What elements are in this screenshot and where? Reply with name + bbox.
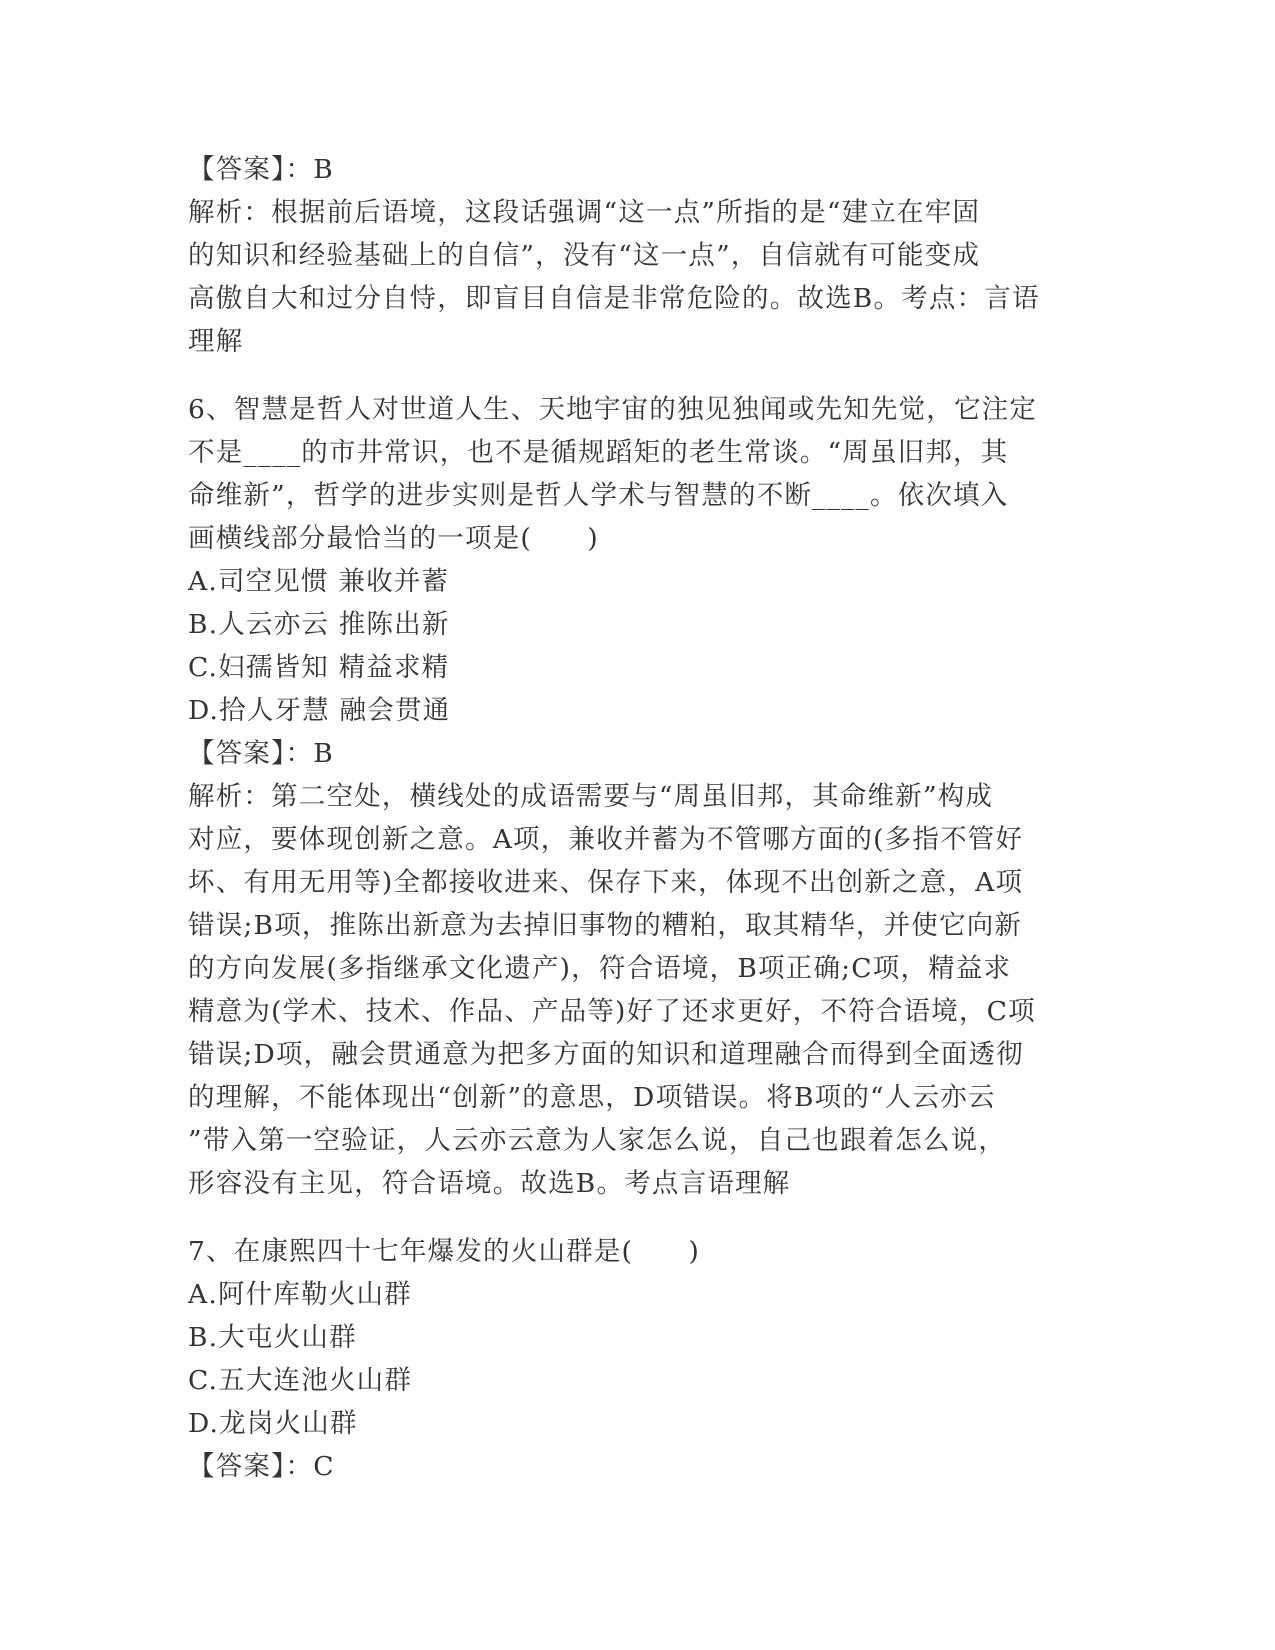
- answer-line: 【答案】：C: [188, 1451, 335, 1482]
- option-d: D.拾人牙慧 融会贯通: [188, 695, 451, 726]
- analysis-line: 坏、有用无用等)全都接收进来、保存下来，体现不出创新之意，A项: [188, 867, 1024, 898]
- option-b: B.大屯火山群: [188, 1322, 357, 1353]
- analysis-line: 高傲自大和过分自恃，即盲目自信是非常危险的。故选B。考点：言语: [188, 283, 1040, 314]
- question-6-line: 命维新”，哲学的进步实则是哲人学术与智慧的不断____。依次填入: [188, 480, 1009, 511]
- analysis-line: 解析：第二空处，横线处的成语需要与“周虽旧邦，其命维新”构成: [188, 781, 994, 812]
- question-6-line: 6、智慧是哲人对世道人生、天地宇宙的独见独闻或先知先觉，它注定: [188, 394, 1038, 425]
- option-b: B.人云亦云 推陈出新: [188, 609, 450, 640]
- option-c: C.妇孺皆知 精益求精: [188, 652, 450, 683]
- answer-line: 【答案】：B: [188, 154, 334, 185]
- document-page: [188, 148, 1088, 1488]
- question-7-line: 7、在康熙四十七年爆发的火山群是( ): [188, 1236, 701, 1267]
- analysis-line: 对应，要体现创新之意。A项，兼收并蓄为不管哪方面的(多指不管好: [188, 824, 1024, 855]
- option-a: A.司空见惯 兼收并蓄: [188, 566, 450, 597]
- question-6-line: 不是____的市井常识，也不是循规蹈矩的老生常谈。“周虽旧邦，其: [188, 437, 1009, 468]
- analysis-line: 的知识和经验基础上的自信”，没有“这一点”，自信就有可能变成: [188, 240, 981, 271]
- question-6-line: 画横线部分最恰当的一项是( ): [188, 523, 599, 554]
- option-d: D.龙岗火山群: [188, 1408, 358, 1439]
- analysis-line: 理解: [188, 326, 244, 357]
- analysis-line: 错误;D项，融会贯通意为把多方面的知识和道理融合而得到全面透彻: [188, 1039, 1024, 1070]
- answer-line: 【答案】：B: [188, 738, 334, 769]
- analysis-line: 形容没有主见，符合语境。故选B。考点言语理解: [188, 1168, 791, 1199]
- analysis-line: 错误;B项，推陈出新意为去掉旧事物的糟粕，取其精华，并使它向新: [188, 910, 1023, 941]
- option-a: A.阿什库勒火山群: [188, 1279, 412, 1310]
- analysis-line: 精意为(学术、技术、作品、产品等)好了还求更好，不符合语境，C项: [188, 996, 1036, 1027]
- analysis-line: 的理解，不能体现出“创新”的意思，D项错误。将B项的“人云亦云: [188, 1082, 996, 1113]
- option-c: C.五大连池火山群: [188, 1365, 413, 1396]
- analysis-line: 解析：根据前后语境，这段话强调“这一点”所指的是“建立在牢固: [188, 197, 981, 228]
- spacer: [188, 1205, 1088, 1230]
- analysis-line: ”带入第一空验证，人云亦云意为人家怎么说，自己也跟着怎么说，: [188, 1125, 1007, 1156]
- spacer: [188, 363, 1088, 388]
- analysis-line: 的方向发展(多指继承文化遗产)，符合语境，B项正确;C项，精益求: [188, 953, 1012, 984]
